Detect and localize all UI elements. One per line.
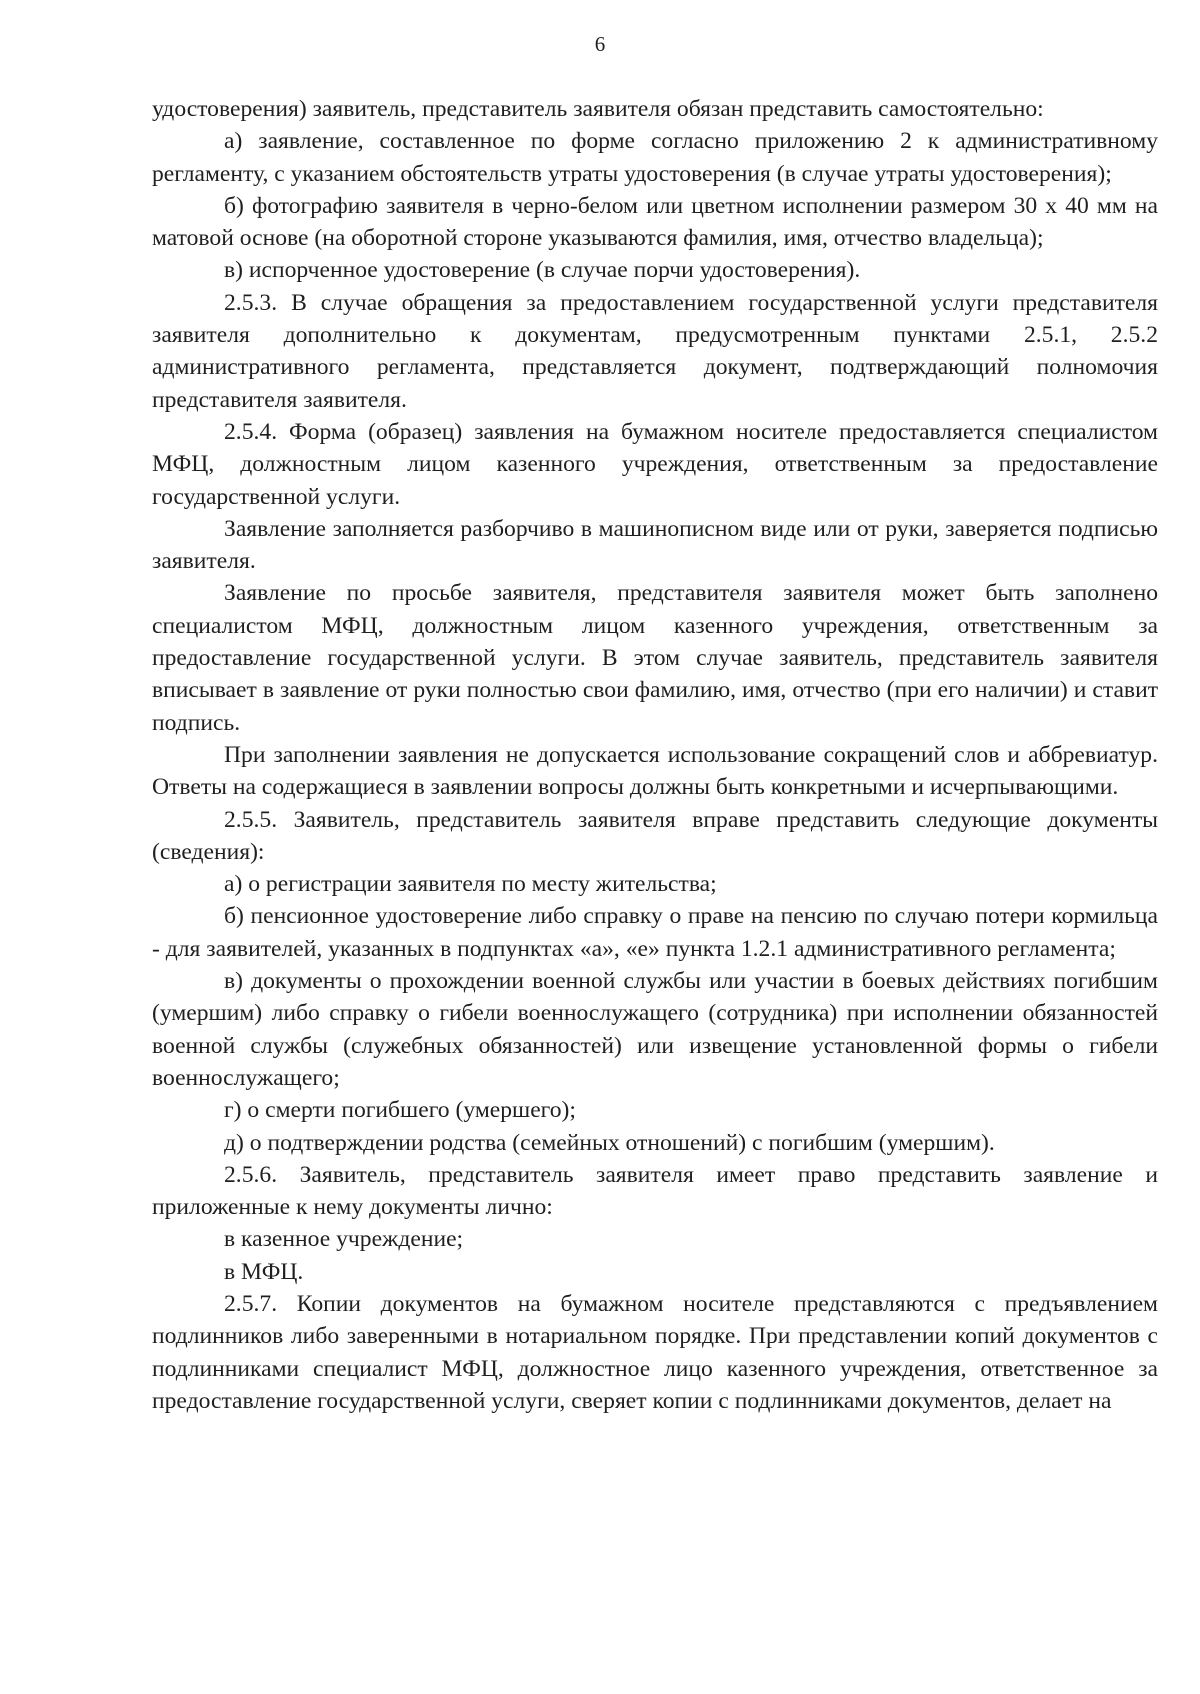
paragraph: в МФЦ. [224,1258,304,1285]
paragraph: Заявление по просьбе заявителя, представителя заявителя может быть заполнено специалистом МФЦ, должностным лицом казенного учреждения, ответственным за предоставление государственной услуги. В этом случае заявитель, представитель заявителя вписывает в заявление от руки полностью свои фамилию, имя, отчество (при его наличии) и ставит подпись. [152,580,1158,736]
paragraph: 2.5.6. Заявитель, представитель заявителя имеет право представить заявление и приложенные к нему документы лично: [152,1161,1158,1221]
paragraph: а) о регистрации заявителя по месту жительства; [224,871,717,898]
paragraph: 2.5.4. Форма (образец) заявления на бумажном носителе предоставляется специалистом МФЦ, должностным лицом казенного учреждения, ответственным за предоставление государственной услуги. [152,418,1158,510]
paragraph: а) заявление, составленное по форме согласно приложению 2 к административному регламенту, с указанием обстоятельств утраты удостоверения (в случае утраты удостоверения); [152,128,1158,187]
paragraph: 2.5.7. Копии документов на бумажном носителе представляются с предъявлением подлинников либо заверенными в нотариальном порядке. При представлении копий документов с подлинниками специалист МФЦ, должностное лицо казенного учреждения, ответственное за предоставление государственной услуги, сверяет копии с подлинниками документов, делает на [152,1290,1158,1414]
page-number: 6 [594,32,606,56]
paragraph: удостоверения) заявитель, представитель заявителя обязан представить самостоятельно: [152,96,1044,122]
paragraph: 2.5.5. Заявитель, представитель заявителя вправе представить следующие документы (сведения): [152,806,1158,865]
paragraph: в казенное учреждение; [224,1226,464,1253]
paragraph: в) документы о прохождении военной службы или участии в боевых действиях погибшим (умершим) либо справку о гибели военнослужащего (сотрудника) при исполнении обязанностей военной службы (служебных обязанностей) или извещение установленной формы о гибели военнослужащего; [152,968,1158,1091]
paragraph: б) пенсионное удостоверение либо справку о праве на пенсию по случаю потери кормильца - для заявителей, указанных в подпунктах «а», «е» пункта 1.2.1 административного регламента; [152,903,1158,962]
paragraph: д) о подтверждении родства (семейных отношений) с погибшим (умершим). [224,1129,995,1156]
paragraph: б) фотографию заявителя в черно-белом или цветном исполнении размером 30 х 40 мм на матовой основе (на оборотной стороне указываются фамилия, имя, отчество владельца); [152,192,1158,252]
paragraph: в) испорченное удостоверение (в случае порчи удостоверения). [224,257,861,284]
paragraph: г) о смерти погибшего (умершего); [224,1097,576,1124]
paragraph: Заявление заполняется разборчиво в машинописном виде или от руки, заверяется подписью заявителя. [152,515,1158,575]
document-body [152,93,1158,1417]
paragraph: При заполнении заявления не допускается использование сокращений слов и аббревиатур. Ответы на содержащиеся в заявлении вопросы должны быть конкретными и исчерпывающими. [152,741,1158,801]
paragraph: 2.5.3. В случае обращения за предоставлением государственной услуги представителя заявителя дополнительно к документам, предусмотренным пунктами 2.5.1, 2.5.2 административного регламента, представляется документ, подтверждающий полномочия представителя заявителя. [152,289,1158,413]
